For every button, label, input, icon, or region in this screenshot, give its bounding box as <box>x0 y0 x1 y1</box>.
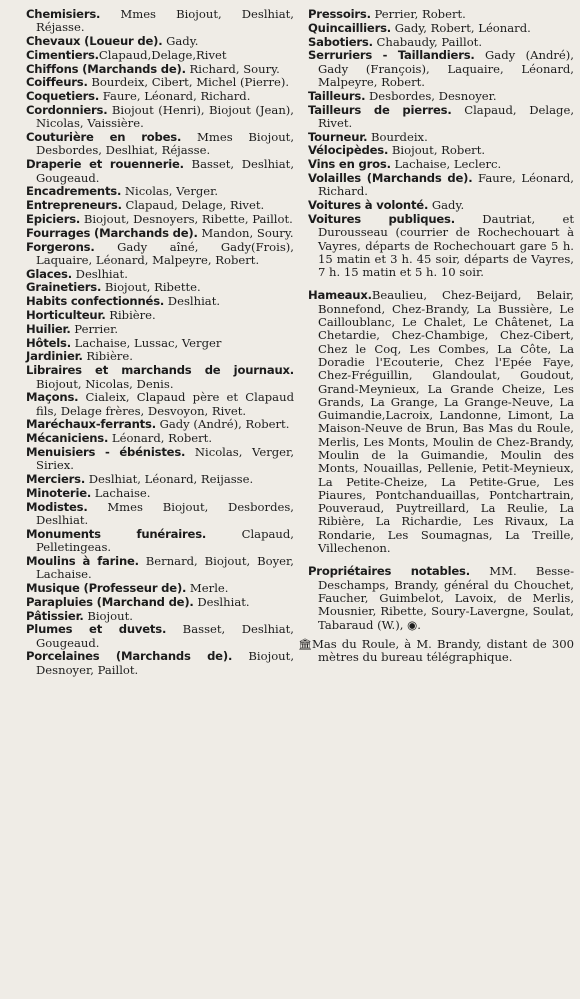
directory-entry <box>26 131 294 158</box>
entry-heading: Parapluies (Marchand de). <box>26 594 194 609</box>
entry-text: Biojout. <box>83 608 133 623</box>
entry-text: Biojout, Nicolas, Denis. <box>36 376 174 391</box>
entry-text: Deslhiat. <box>193 594 250 609</box>
entry-heading: Serruriers - Taillandiers. <box>308 48 475 63</box>
entry-heading: Tailleurs. <box>308 88 366 103</box>
directory-entry <box>26 8 294 35</box>
directory-entry <box>26 528 294 555</box>
entry-text: Biojout, Ribette. <box>101 280 201 295</box>
directory-entry <box>26 213 294 226</box>
entry-text: Cialeix, Clapaud père et Clapaud fils, Delage frères, Desvoyon, Rivet. <box>36 390 294 418</box>
entry-text: Deslhiat. <box>71 266 128 281</box>
entry-text: Lachaise, Leclerc. <box>390 157 502 172</box>
entry-heading: Pressoirs. <box>308 7 371 21</box>
entry-text: Gady aîné, Gady(Frois), Laquaire, Léonard, Malpeyre, Robert. <box>36 239 294 267</box>
entry-text: Biojout, Desnoyers, Ribette, Paillot. <box>80 211 293 226</box>
entry-heading: Propriétaires notables. <box>308 564 470 579</box>
directory-entry <box>26 596 294 609</box>
directory-entry <box>26 650 294 677</box>
entry-heading: Voitures à volonté. <box>308 198 429 213</box>
entry-text: Gady (André), Gady (François), Laquaire, Léonard, Malpeyre, Robert. <box>318 48 574 89</box>
directory-entry <box>26 49 294 62</box>
entry-heading: Draperie et rouennerie. <box>26 157 184 172</box>
directory-entry <box>308 144 574 157</box>
directory-entry <box>26 350 294 363</box>
directory-entry <box>308 289 574 555</box>
entry-text: Deslhiat. <box>164 294 221 309</box>
entry-heading: Vins en gros. <box>308 157 391 172</box>
entry-text: Léonard, Robert. <box>108 431 213 446</box>
directory-entry <box>26 555 294 582</box>
entry-heading: Huilier. <box>26 321 71 336</box>
entry-heading: Voitures publiques. <box>308 211 455 226</box>
entry-heading: Chemisiers. <box>26 7 101 21</box>
entry-heading: Musique (Professeur de). <box>26 580 187 595</box>
entry-text: Basset, Deslhiat, Gougeaud. <box>36 622 294 650</box>
directory-entry <box>26 90 294 103</box>
entry-text: Bourdeix. <box>367 129 428 144</box>
entry-text: Gady, Robert, Léonard. <box>391 20 531 35</box>
directory-entry <box>26 185 294 198</box>
entry-heading: Couturière en robes. <box>26 130 182 145</box>
entry-text: Biojout (Henri), Biojout (Jean), Nicolas, Vaissière. <box>36 103 294 131</box>
directory-entry <box>308 131 574 144</box>
entry-text: Mmes Biojout, Deslhiat, Réjasse. <box>36 7 294 35</box>
directory-entry <box>26 227 294 240</box>
entry-text: Dautriat, et Durousseau (courrier de Rochechouart à Vayres, départs de Rochechouart gare 5 h. 15 matin et 3 h. 45 soir, départs de Vayres, 7 h. 15 matin et 5 h. 10 soir. <box>318 211 575 280</box>
entry-text: Faure, Léonard, Richard. <box>99 89 251 104</box>
entry-heading: Forgerons. <box>26 239 95 254</box>
entry-text: Bourdeix, Cibert, Michel (Pierre). <box>87 75 290 90</box>
entry-heading: Modistes. <box>26 499 88 514</box>
directory-entry <box>308 22 574 35</box>
directory-entry <box>26 418 294 431</box>
entry-text: Mmes Biojout, Desbordes, Deslhiat, Réjasse. <box>36 130 295 158</box>
entry-heading: Moulins à farine. <box>26 553 139 568</box>
entry-heading: Hôtels. <box>26 335 71 350</box>
entry-heading: Quincailliers. <box>308 20 392 35</box>
entry-heading: Chevaux (Loueur de). <box>26 34 163 49</box>
entry-text: Desbordes, Desnoyer. <box>365 88 497 103</box>
entry-heading: Plumes et duvets. <box>26 622 167 637</box>
entry-heading: Maçons. <box>26 390 79 405</box>
entry-text: Mas du Roule, à M. Brandy, distant de 300 mètres du bureau télégraphique. <box>311 636 574 665</box>
entry-heading: Tourneur. <box>308 129 368 144</box>
directory-entry <box>26 337 294 350</box>
entry-heading: Glaces. <box>26 266 72 281</box>
entry-heading: Mécaniciens. <box>26 431 109 446</box>
right-column <box>298 7 575 999</box>
entry-text: Lachaise, Lussac, Verger <box>70 335 222 350</box>
entry-text: Faure, Léonard, Richard. <box>318 171 574 199</box>
entry-heading: Coquetiers. <box>26 89 100 104</box>
entry-text: Biojout, Robert. <box>388 143 486 158</box>
directory-entry <box>26 623 294 650</box>
entry-heading: Monuments funéraires. <box>26 526 207 541</box>
entry-heading: Merciers. <box>26 472 86 487</box>
entry-text: Clapaud, Pelletingeas. <box>36 526 294 555</box>
entry-heading: Coiffeurs. <box>26 75 88 90</box>
entry-heading: Habits confectionnés. <box>26 294 165 309</box>
directory-entry <box>26 35 294 48</box>
entry-text: Bernard, Biojout, Boyer, Lachaise. <box>36 553 294 582</box>
directory-entry <box>26 63 294 76</box>
entry-text: Perrier, Robert. <box>370 7 466 21</box>
directory-entry <box>26 391 294 418</box>
entry-text: Ribière. <box>82 349 133 364</box>
entry-heading: Epiciers. <box>26 211 81 226</box>
directory-entry <box>308 199 574 212</box>
entry-heading: Maréchaux-ferrants. <box>26 417 156 432</box>
entry-text: Lachaise. <box>91 485 151 500</box>
entry-text: MM. Besse-Deschamps, Brandy, général du Chouchet, Faucher, Guimbelot, Lavoix, de Merlis, Mousnier, Ribette, Soury-Lavergne, Soulat, Tabaraud (W.), ◉. <box>318 564 574 632</box>
entry-heading: Sabotiers. <box>308 34 373 49</box>
entry-heading: Hameaux. <box>308 288 372 303</box>
entry-heading: Cimentiers. <box>26 47 99 62</box>
directory-entry <box>26 199 294 212</box>
entry-text: Gady. <box>428 198 465 213</box>
entry-text: Chabaudy, Paillot. <box>372 34 483 49</box>
entry-text: Clapaud, Delage, Rivet. <box>121 198 265 213</box>
directory-entry <box>26 487 294 500</box>
two-column-layout <box>26 8 574 999</box>
entry-text: Mandon, Soury. <box>197 225 294 240</box>
entry-heading: Tailleurs de pierres. <box>308 102 452 117</box>
entry-heading: Jardinier. <box>26 349 83 364</box>
entry-heading: Chiffons (Marchands de). <box>26 61 186 76</box>
entry-heading: Grainetiers. <box>26 280 102 295</box>
entry-text: Gady (André), Robert. <box>155 417 290 432</box>
directory-entry <box>308 158 574 171</box>
entry-text: Deslhiat, Léonard, Reijasse. <box>85 472 254 487</box>
directory-entry <box>26 432 294 445</box>
entry-heading: Pâtissier. <box>26 608 84 623</box>
entry-heading: Fourrages (Marchands de). <box>26 225 198 240</box>
entry-heading: Cordonniers. <box>26 103 108 118</box>
entry-text: Basset, Deslhiat, Gougeaud. <box>36 157 295 185</box>
directory-entry <box>308 8 574 21</box>
directory-entry <box>26 241 294 268</box>
directory-entry <box>308 49 574 89</box>
directory-entry <box>26 158 294 185</box>
entry-text: Clapaud, Delage, Rivet. <box>318 102 574 130</box>
entry-heading: Horticulteur. <box>26 308 106 323</box>
entry-text: Biojout, Desnoyer, Paillot. <box>36 649 294 677</box>
entry-text: Richard, Soury. <box>185 61 280 76</box>
left-column <box>26 8 302 999</box>
entry-heading: Menuisiers - ébénistes. <box>26 445 186 459</box>
entry-heading: Porcelaines (Marchands de). <box>26 649 233 664</box>
directory-entry <box>26 281 294 294</box>
directory-entry <box>26 501 294 528</box>
entry-text: Perrier. <box>70 321 119 336</box>
directory-entry <box>26 610 294 623</box>
telegraph-office-icon: 🏛 <box>298 637 312 651</box>
directory-entry <box>26 582 294 595</box>
entry-heading: Encadrements. <box>26 184 122 199</box>
directory-entry <box>26 104 294 131</box>
entry-heading: Libraires et marchands de journaux. <box>26 363 294 378</box>
directory-entry <box>308 104 574 131</box>
entry-text: Clapaud,Delage,Rivet <box>98 47 227 62</box>
directory-entry <box>308 565 574 631</box>
directory-entry <box>26 268 294 281</box>
entry-text: Ribière. <box>105 308 156 323</box>
entry-heading: Volailles (Marchands de). <box>308 171 473 186</box>
directory-entry <box>308 172 574 199</box>
entry-text: Beaulieu, Chez-Beijard, Belair, Bonnefond, Chez-Brandy, La Bussière, Le Cailloublanc, Le Chalet, Le Châtenet, La Chetardie, Chez-Chambige, Chez-Cibert, Chez le Coq, Les Combes, La Côte, La Doradie l'Ecouterie, Chez l'Epée Faye, Chez-Fréguillin, Glandoulat, Goudout, Grand-Meynieux, La Grande Cheize, Les Grands, La Grange, La Grange-Neuve, La Guimandie,Lacroix, Landonne, Limont, La Maison-Neuve de Brun, Bas Mas du Roule, Merlis, Les Monts, Moulin de Chez-Brandy, Moulin de la Guimandie, Moulin des Monts, Nouaillas, Pellenie, Petit-Meynieux, La Petite-Cheize, La Petite-Grue, Les Piaures, Pontchanduaillas, Pontchartrain, Pouveraud, Puytreillard, La Reulie, La Ribière, La Richardie, Les Rivaux, La Rondarie, Les Soumagnas, La Treille, Villechenon. <box>318 288 574 556</box>
entry-heading: Minoterie. <box>26 485 92 500</box>
directory-entry <box>26 446 294 473</box>
directory-entry <box>308 90 574 103</box>
entry-heading: Entrepreneurs. <box>26 198 122 213</box>
directory-entry <box>298 636 574 665</box>
directory-entry <box>26 473 294 486</box>
directory-entry <box>26 309 294 322</box>
directory-entry <box>308 213 574 279</box>
entry-text: Mmes Biojout, Desbordes, Deslhiat. <box>36 499 294 527</box>
directory-entry <box>26 76 294 89</box>
entry-text: Merle. <box>186 580 229 595</box>
entry-text: Nicolas, Verger. <box>121 184 219 199</box>
directory-entry <box>308 36 574 49</box>
entry-text: Nicolas, Verger, Siriex. <box>36 445 294 473</box>
entry-text: Gady. <box>162 34 199 49</box>
directory-entry <box>26 364 294 391</box>
directory-entry <box>26 323 294 336</box>
entry-heading: Vélocipèdes. <box>308 143 389 158</box>
directory-entry <box>26 295 294 308</box>
